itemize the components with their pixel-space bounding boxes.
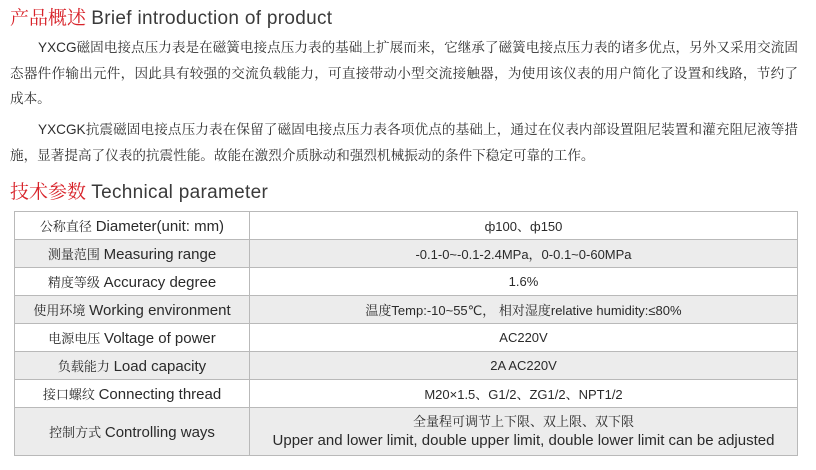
param-value [250,408,798,456]
param-value [250,324,798,352]
param-value [250,240,798,268]
param-label [15,352,250,380]
intro-title-cn: 产品概述 [10,8,87,29]
param-value [250,212,798,240]
param-label [15,268,250,296]
table-row [15,324,798,352]
param-label [15,408,250,456]
param-label-cn: 控制方式 [49,425,102,440]
param-label-en: Measuring range [103,246,217,263]
params-heading [10,177,268,204]
param-value [250,380,798,408]
param-value-text: AC220V [499,330,548,345]
intro-paragraph-2: YXCGK抗震磁固电接点压力表在保留了磁固电接点压力表各项优点的基础上，通过在仪表内部设置阻尼装置和灌充阻尼液等措施，显著提高了仪表的抗震性能。故能在激烈介质脉动和强烈机械振动的条件下稳定可靠的工作。 [10,122,798,163]
param-value-text: M20×1.5、G1/2、ZG1/2、NPT1/2 [424,387,623,402]
param-label-en: Voltage of power [104,330,216,347]
param-label-cn: 电源电压 [48,331,101,346]
param-label-en: Controlling ways [104,424,215,441]
param-label-cn: 精度等级 [47,275,100,290]
param-label-cn: 测量范围 [47,247,100,262]
params-table [14,211,798,456]
param-label-cn: 使用环境 [33,303,86,318]
param-value-text-en: Upper and lower limit, double upper limit, double lower limit can be adjusted [272,431,775,449]
param-value [250,296,798,324]
param-label-en: Load capacity [113,358,207,375]
param-label-cn: 公称直径 [39,219,92,234]
param-value-text-cn: 全量程可调节上下限、双上限、双下限 [412,413,634,429]
table-row [15,408,798,456]
param-value-text: 1.6% [508,274,539,289]
param-value [250,352,798,380]
param-label-en: Connecting thread [98,386,222,403]
param-label-en: Accuracy degree [103,274,217,291]
param-label [15,380,250,408]
table-row [15,212,798,240]
param-value-text: ф100、ф150 [484,219,563,234]
params-title-en: Technical parameter [91,182,269,203]
param-label [15,324,250,352]
table-row [15,240,798,268]
intro-title-en: Brief introduction of product [91,8,333,29]
table-row [15,380,798,408]
param-label [15,240,250,268]
param-label [15,212,250,240]
param-value-text: 温度Temp:-10~55℃， 相对湿度relative humidity:≤80% [365,303,682,318]
param-label-en: Working environment [89,302,231,319]
params-title-cn: 技术参数 [10,182,87,203]
param-label-cn: 接口螺纹 [42,387,95,402]
param-value [250,268,798,296]
table-row [15,296,798,324]
param-label [15,296,250,324]
table-row [15,352,798,380]
table-row [15,268,798,296]
param-value-text: 2A AC220V [490,358,557,373]
intro-paragraph-1: YXCG磁固电接点压力表是在磁簧电接点压力表的基础上扩展而来，它继承了磁簧电接点压力表的诸多优点，另外又采用交流固态器件作输出元件，因此具有较强的交流负载能力，可直接带动小型交流接触器，为使用该仪表的用户简化了设置和线路，节约了成本。 [10,40,798,106]
param-label-cn: 负载能力 [57,359,110,374]
intro-heading [10,3,332,30]
param-label-en: Diameter(unit: mm) [95,218,225,235]
param-value-text: -0.1-0~-0.1-2.4MPa，0-0.1~0-60MPa [415,247,632,262]
